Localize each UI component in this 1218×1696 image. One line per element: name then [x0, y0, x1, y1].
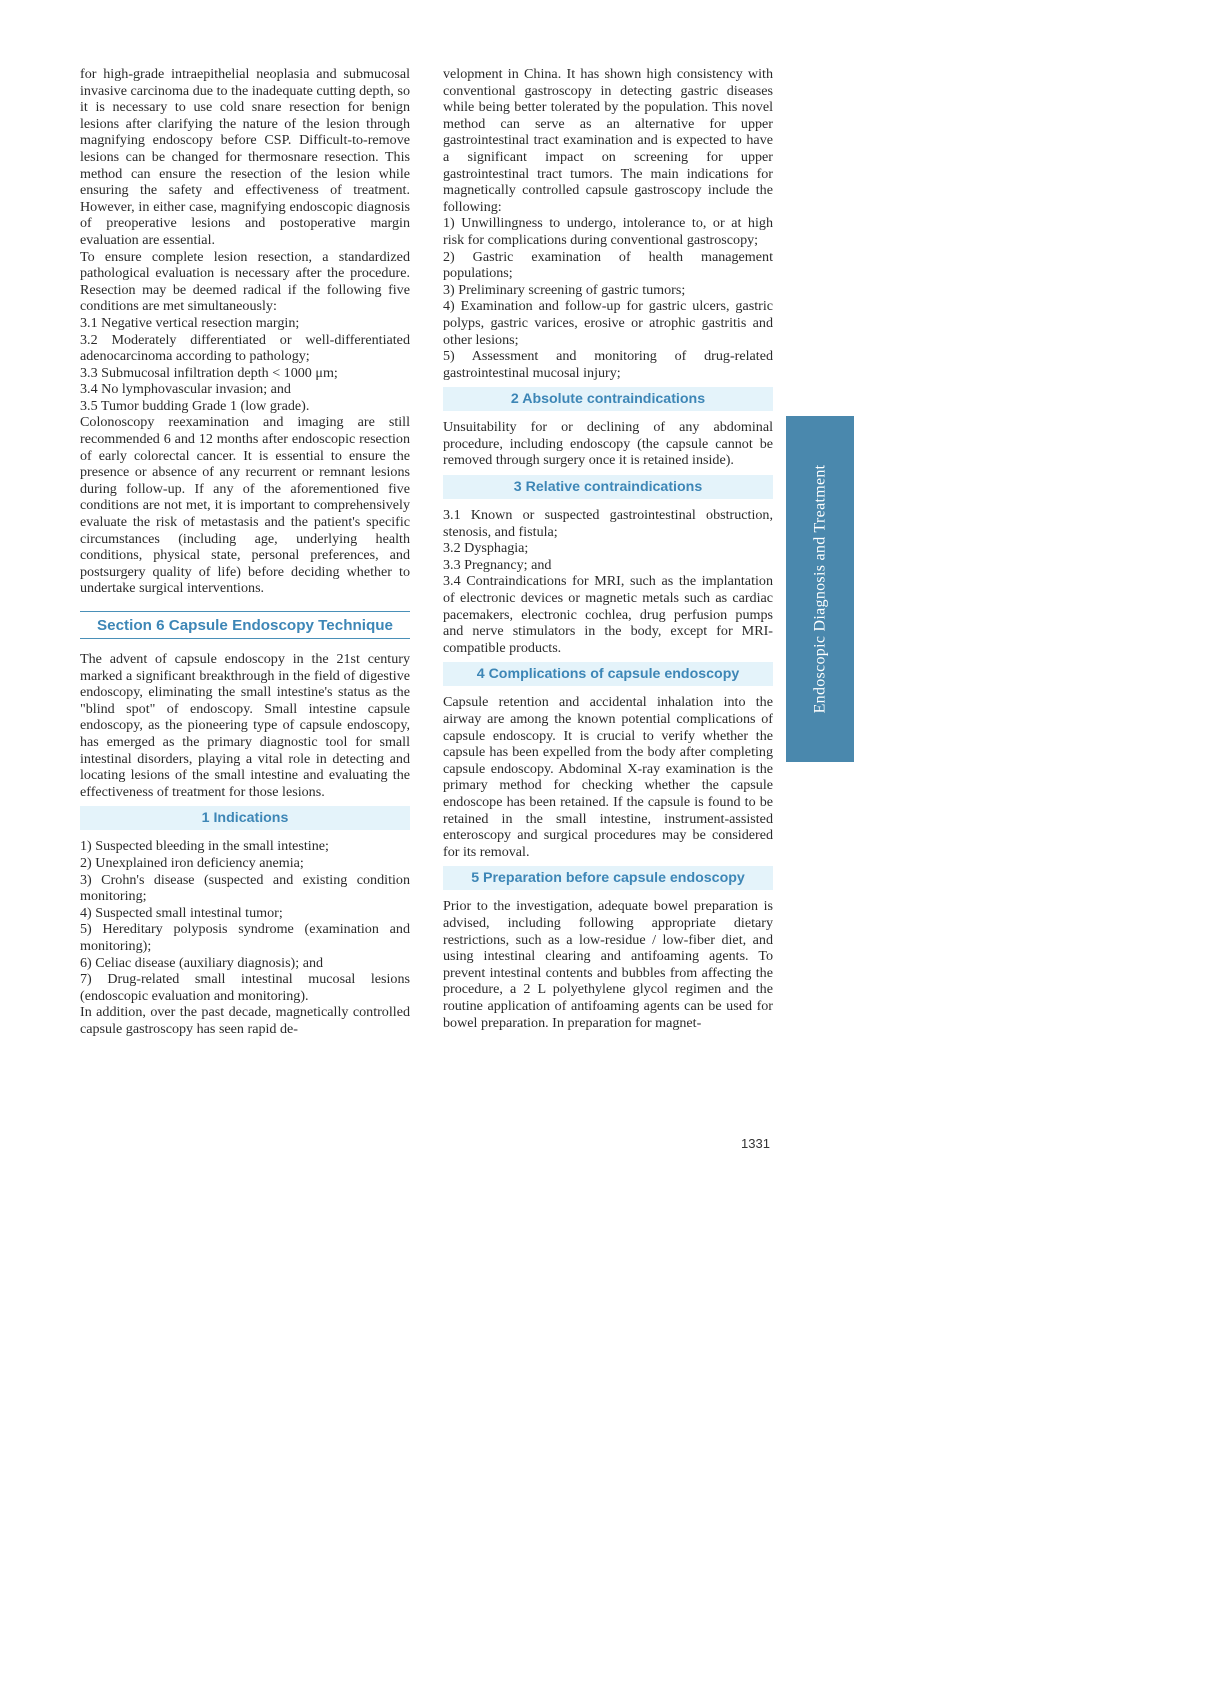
section-heading: Section 6 Capsule Endoscopy Technique — [80, 611, 410, 639]
list-item: 2) Unexplained iron deficiency anemia; — [80, 854, 304, 871]
chapter-side-tab-label: Endoscopic Diagnosis and Treatment — [811, 464, 828, 714]
chapter-side-tab — [786, 416, 854, 762]
paragraph: Unsuitability for or declining of any abdominal procedure, including endoscopy (the capsule cannot be removed through surgery once it is retained inside). — [443, 419, 773, 469]
list-item: 3.5 Tumor budding Grade 1 (low grade). — [80, 397, 310, 414]
list-item: 3.4 No lymphovascular invasion; and — [80, 381, 291, 398]
list-item: 3) Preliminary screening of gastric tumors; — [443, 281, 686, 298]
list-item: 1) Unwillingness to undergo, intolerance to, or at high risk for complications during conventional gastroscopy; — [443, 215, 773, 248]
list-item: 3.3 Pregnancy; and — [443, 556, 552, 573]
list-item: 3) Crohn's disease (suspected and existing condition monitoring; — [80, 871, 410, 905]
list-item: 3.2 Moderately differentiated or well-differentiated adenocarcinoma according to pathology; — [80, 331, 410, 365]
list-item: 6) Celiac disease (auxiliary diagnosis); and — [80, 954, 324, 971]
subsection-heading: 4 Complications of capsule endoscopy — [443, 662, 773, 686]
list-item: 1) Suspected bleeding in the small intestine; — [80, 838, 329, 855]
paragraph: The advent of capsule endoscopy in the 21st century marked a significant breakthrough in the field of digestive endoscopy, eliminating the small intestine's status as the "blind spot" of endoscopy. Small intestine capsule endoscopy, as the pioneering type of capsule endoscopy, has emerged as the primary diagnostic tool for small intestinal disorders, playing a vital role in detecting and locating lesions of the small intestine and evaluating the effectiveness of treatment for those lesions. — [80, 651, 410, 800]
subsection-heading: 2 Absolute contraindications — [443, 387, 773, 411]
subsection-heading: 5 Preparation before capsule endoscopy — [443, 866, 773, 890]
list-item: 4) Suspected small intestinal tumor; — [80, 904, 283, 921]
list-item: 3.1 Negative vertical resection margin; — [80, 314, 300, 331]
list-item: 3.4 Contraindications for MRI, such as the implantation of electronic devices or magnetic metals such as cardiac pacemakers, electronic cochlea, drug perfusion pumps and nerve stimulators in the body, except for MRI-compatible products. — [443, 573, 773, 656]
paragraph: In addition, over the past decade, magnetically controlled capsule gastroscopy has seen rapid de- — [80, 1004, 410, 1037]
paragraph: Prior to the investigation, adequate bowel preparation is advised, including following appropriate dietary restrictions, such as a low-residue / low-fiber diet, and using intestinal clearing and antifoaming agents. To prevent intestinal contents and bubbles from affecting the procedure, a 2 L polyethylene glycol regimen and the routine application of antifoaming agents can be used for bowel preparation. In preparation for magnet- — [443, 898, 773, 1031]
list-item: 3.2 Dysphagia; — [443, 540, 529, 557]
subsection-heading: 3 Relative contraindications — [443, 475, 773, 499]
left-column — [80, 66, 410, 1037]
paragraph: Capsule retention and accidental inhalation into the airway are among the known potential complications of capsule endoscopy. It is crucial to verify whether the capsule has been expelled from the body after completing capsule endoscopy. Abdominal X-ray examination is the primary method for checking whether the capsule endoscope has been retained. If the capsule is found to be retained in the small intestine, instrument-assisted enteroscopy and surgical procedures may be considered for its removal. — [443, 694, 773, 860]
list-item: 2) Gastric examination of health management populations; — [443, 248, 773, 282]
list-item: 5) Hereditary polyposis syndrome (examination and monitoring); — [80, 921, 410, 954]
right-column — [443, 66, 773, 1031]
page-number: 1331 — [741, 1136, 770, 1151]
list-item: 7) Drug-related small intestinal mucosal lesions (endoscopic evaluation and monitoring). — [80, 971, 410, 1004]
list-item: 3.1 Known or suspected gastrointestinal obstruction, stenosis, and fistula; — [443, 507, 773, 540]
paragraph: To ensure complete lesion resection, a standardized pathological evaluation is necessary after the procedure. Resection may be deemed radical if the following five conditions are met simultaneously: — [80, 248, 410, 315]
paragraph: Colonoscopy reexamination and imaging are still recommended 6 and 12 months after endoscopic resection of early colorectal cancer. It is essential to ensure the presence or absence of any recurrent or remnant lesions during follow-up. If any of the aforementioned five conditions are not met, it is important to comprehensively evaluate the risk of metastasis and the patient's specific circumstances (including age, underlying health conditions, physical state, personal preferences, and postsurgery quality of life) before deciding whether to undertake surgical interventions. — [80, 414, 410, 597]
paragraph: for high-grade intraepithelial neoplasia and submucosal invasive carcinoma due to the inadequate cutting depth, so it is necessary to use cold snare resection for benign lesions after clarifying the nature of the lesion through magnifying endoscopy before CSP. Difficult-to-remove lesions can be changed for thermosnare resection. This method can ensure the resection of the lesion while ensuring the safety and effectiveness of treatment. However, in either case, magnifying endoscopic diagnosis of preoperative lesions and postoperative margin evaluation are essential. — [80, 66, 410, 248]
list-item: 5) Assessment and monitoring of drug-related gastrointestinal mucosal injury; — [443, 348, 773, 381]
list-item: 4) Examination and follow-up for gastric ulcers, gastric polyps, gastric varices, erosive or atrophic gastritis and other lesions; — [443, 298, 773, 348]
subsection-heading: 1 Indications — [80, 806, 410, 830]
list-item: 3.3 Submucosal infiltration depth < 1000 μm; — [80, 364, 338, 381]
paragraph: velopment in China. It has shown high consistency with conventional gastroscopy in detecting gastric diseases while being better tolerated by the population. This novel method can serve as an alternative for upper gastrointestinal tract examination and is expected to have a significant impact on screening for upper gastrointestinal tract tumors. The main indications for magnetically controlled capsule gastroscopy include the following: — [443, 66, 773, 215]
